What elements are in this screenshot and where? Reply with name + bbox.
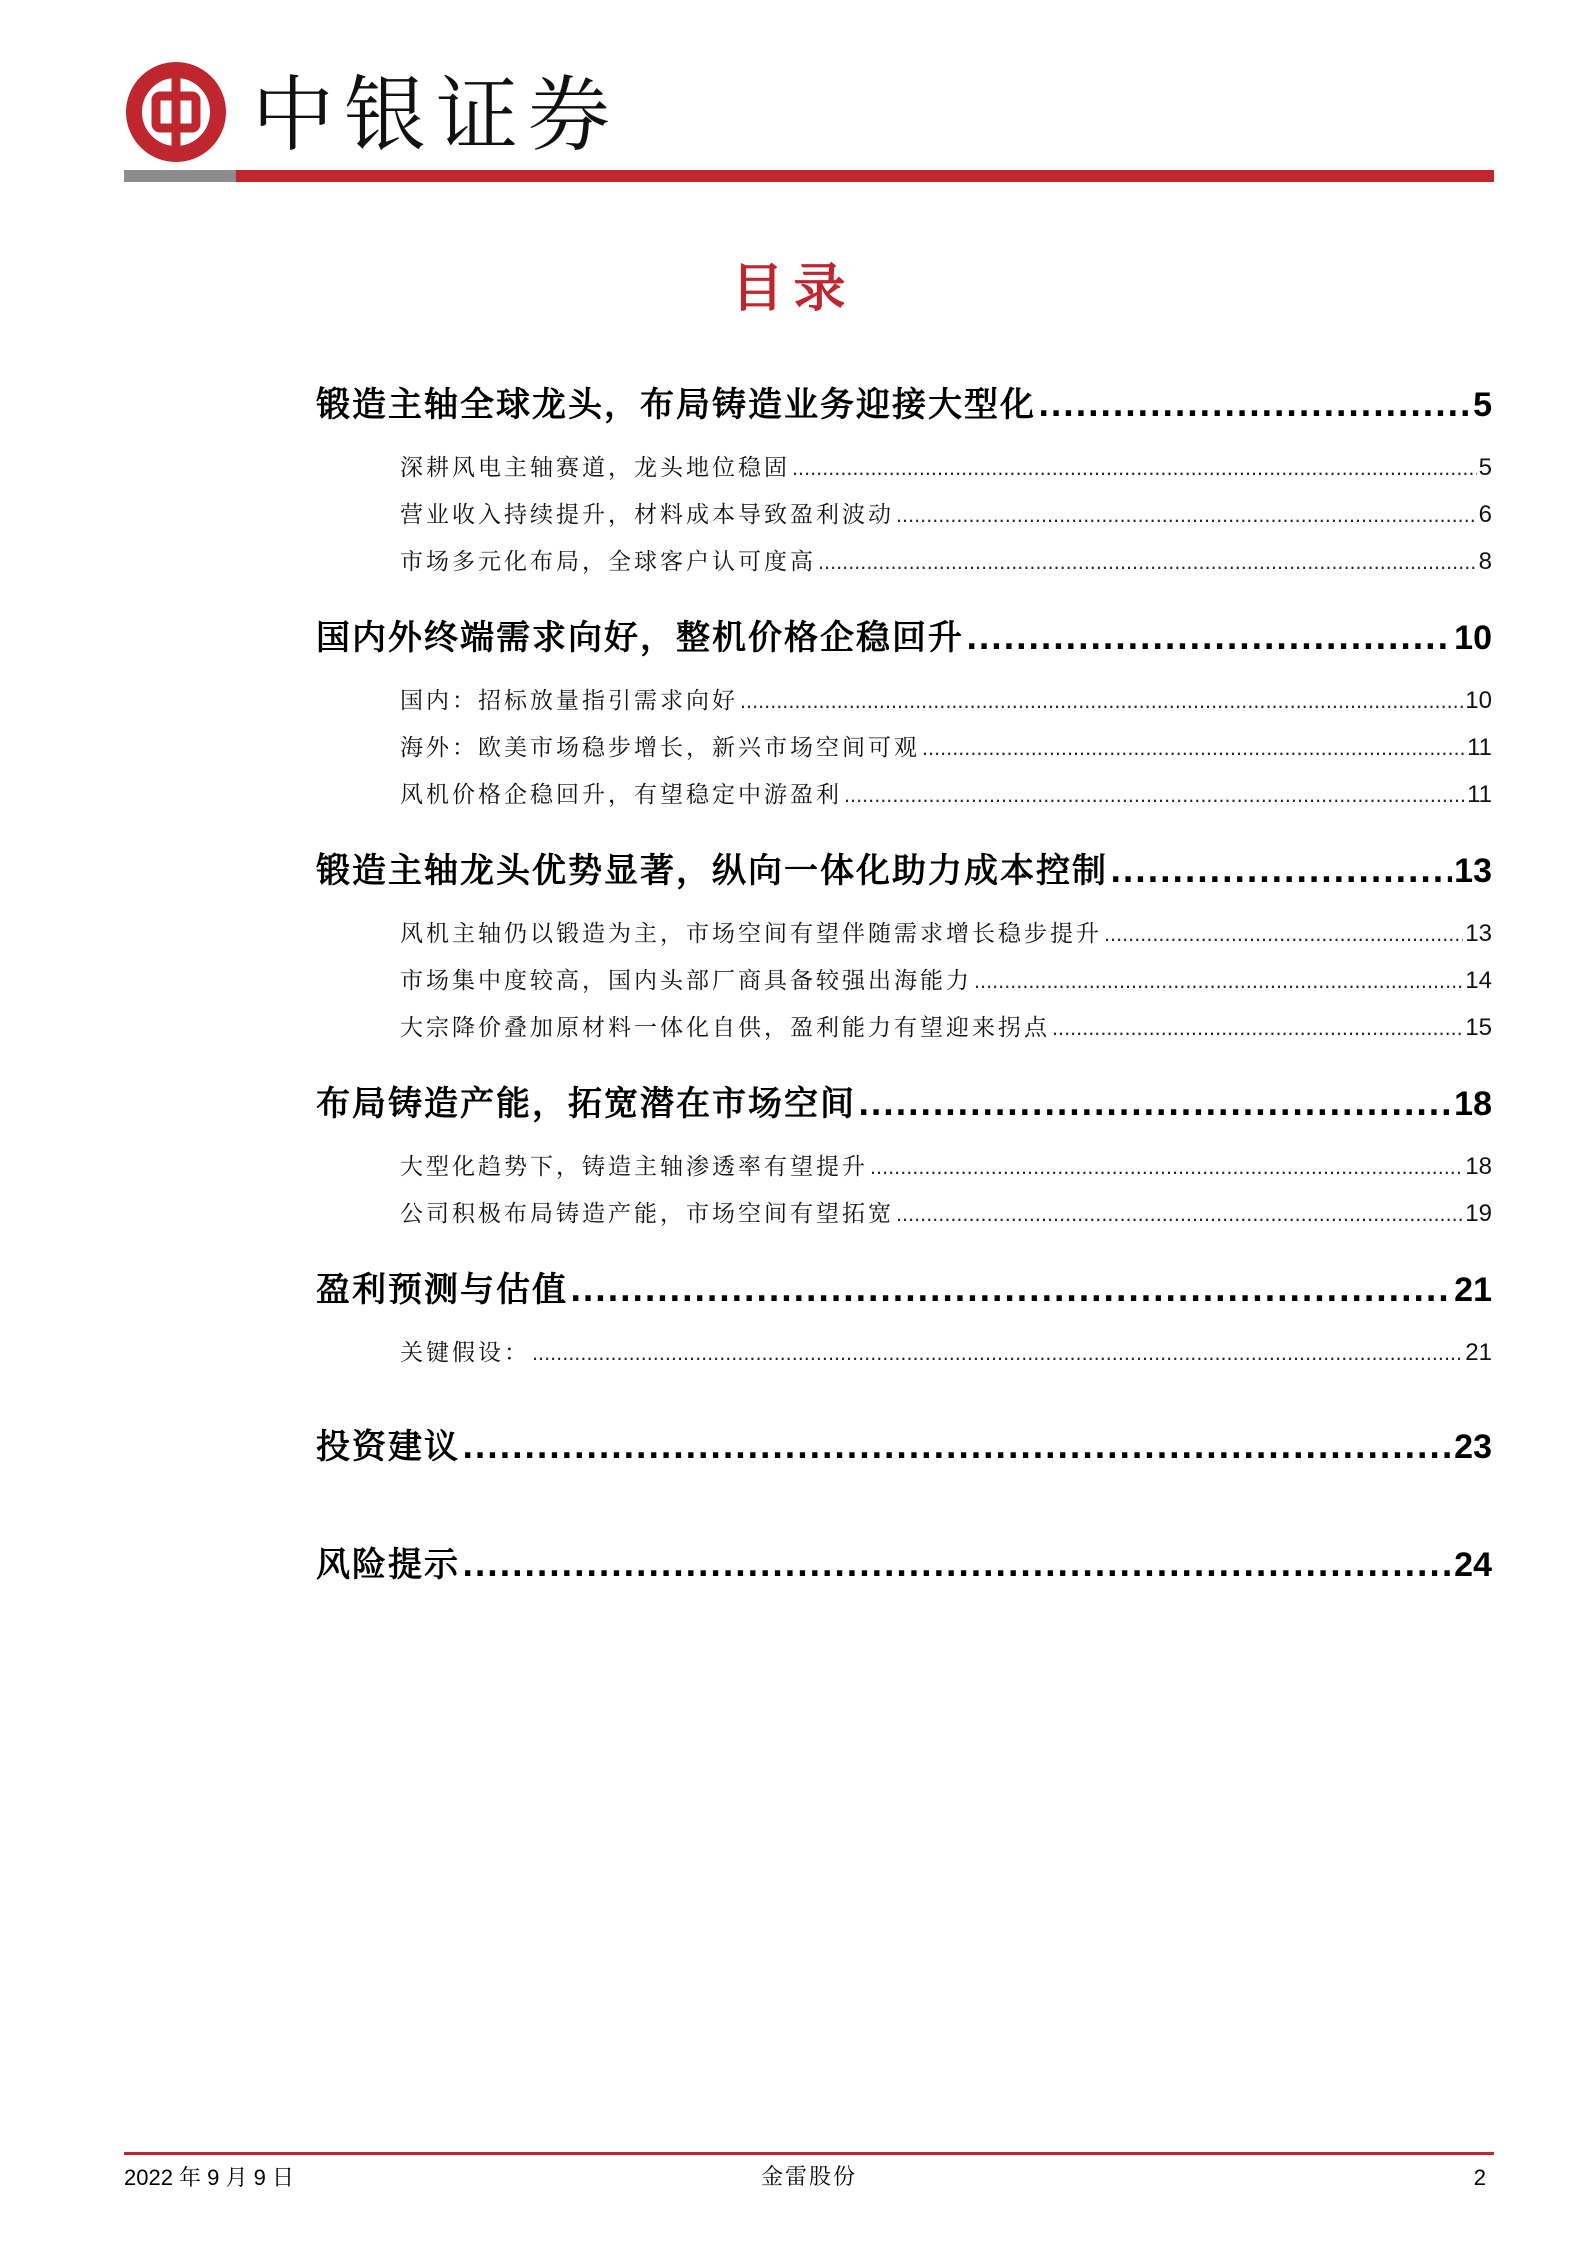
toc-entry-level2[interactable]	[400, 957, 1492, 1004]
toc-entry-level2[interactable]	[400, 677, 1492, 724]
toc-entry-level2[interactable]	[400, 724, 1492, 771]
toc-page-number: 15	[1465, 1014, 1492, 1041]
toc-page-number: 21	[1454, 1271, 1492, 1309]
toc-entry-title: 布局铸造产能，拓宽潜在市场空间	[316, 1084, 856, 1124]
bank-of-china-logo-icon	[124, 60, 228, 164]
toc-subsection-list	[400, 1143, 1492, 1237]
toc-entry-level2[interactable]	[400, 910, 1492, 957]
toc-page-number: 13	[1454, 852, 1492, 890]
toc-entry-title: 海外：欧美市场稳步增长，新兴市场空间可观	[400, 735, 920, 761]
toc-page-number: 6	[1478, 501, 1492, 528]
toc-page-number: 11	[1467, 781, 1492, 808]
toc-entry-title: 市场集中度较高，国内头部厂商具备较强出海能力	[400, 968, 972, 994]
dot-leader	[740, 679, 1463, 726]
toc-page-number: 23	[1454, 1428, 1492, 1466]
dot-leader	[858, 1075, 1452, 1137]
toc-entry-title: 国内外终端需求向好，整机价格企稳回升	[316, 618, 964, 658]
page-header	[124, 60, 1494, 170]
dot-leader	[966, 609, 1452, 671]
toc-entry-title: 风机主轴仍以锻造为主，市场空间有望伴随需求增长稳步提升	[400, 921, 1102, 947]
toc-entry-level2[interactable]	[400, 1004, 1492, 1051]
toc-section	[316, 1073, 1492, 1237]
toc-entry-level1[interactable]	[316, 1073, 1492, 1135]
toc-subsection-list	[400, 1329, 1492, 1376]
dot-leader	[1110, 842, 1452, 904]
toc-page-number: 5	[1473, 386, 1492, 424]
toc-entry-title: 深耕风电主轴赛道，龙头地位稳固	[400, 455, 790, 481]
report-date: 2022 年 9 月 9 日	[124, 2165, 294, 2190]
toc-entry-level2[interactable]	[400, 538, 1492, 585]
toc-entry-title: 风险提示	[316, 1545, 460, 1585]
toc-entry-level2[interactable]	[400, 491, 1492, 538]
toc-page-number: 18	[1454, 1085, 1492, 1123]
dot-leader	[818, 540, 1477, 587]
page-footer	[124, 2160, 1494, 2196]
header-rule-red	[236, 170, 1494, 182]
toc-title: 目录	[731, 259, 856, 319]
toc-section	[316, 840, 1492, 1051]
header-rule-grey	[124, 170, 236, 182]
toc-page-number: 11	[1467, 734, 1492, 761]
toc-entry-level2[interactable]	[400, 1143, 1492, 1190]
toc-entry-title: 投资建议	[316, 1427, 460, 1467]
dot-leader	[1038, 376, 1471, 438]
dot-leader	[922, 726, 1465, 773]
toc-entry-level1[interactable]	[316, 840, 1492, 902]
toc-section	[316, 1259, 1492, 1376]
toc-entry-level1[interactable]	[316, 1259, 1492, 1321]
toc-entry-title: 营业收入持续提升，材料成本导致盈利波动	[400, 502, 894, 528]
toc-entry-level1[interactable]	[316, 374, 1492, 436]
toc-page-number: 19	[1465, 1200, 1492, 1227]
toc-entry-level2[interactable]	[400, 444, 1492, 491]
toc-page-number: 21	[1465, 1339, 1492, 1366]
toc-entry-level1[interactable]	[316, 1416, 1492, 1478]
toc-page-number: 8	[1478, 548, 1492, 575]
page-number: 2	[1473, 2165, 1486, 2190]
dot-leader	[974, 959, 1463, 1006]
brand-name: 中银证券	[252, 68, 621, 163]
toc-page-number: 5	[1478, 454, 1492, 481]
toc-page-number: 10	[1454, 619, 1492, 657]
toc-section	[316, 607, 1492, 818]
toc-entry-title: 市场多元化布局，全球客户认可度高	[400, 549, 816, 575]
toc-entry-title: 风机价格企稳回升，有望稳定中游盈利	[400, 782, 842, 808]
dot-leader	[1104, 912, 1463, 959]
toc-entry-level2[interactable]	[400, 771, 1492, 818]
toc-subsection-list	[400, 677, 1492, 818]
dot-leader	[844, 773, 1465, 820]
toc-section	[316, 1534, 1492, 1596]
toc-entry-title: 锻造主轴龙头优势显著，纵向一体化助力成本控制	[316, 851, 1108, 891]
dot-leader	[792, 446, 1477, 493]
toc-entry-level2[interactable]	[400, 1190, 1492, 1237]
dot-leader	[462, 1418, 1452, 1480]
toc-entry-title: 国内：招标放量指引需求向好	[400, 688, 738, 714]
toc-entry-title: 大型化趋势下，铸造主轴渗透率有望提升	[400, 1154, 868, 1180]
toc-entry-level2[interactable]	[400, 1329, 1492, 1376]
dot-leader	[462, 1536, 1452, 1598]
dot-leader	[896, 1192, 1463, 1239]
toc-page-number: 10	[1465, 687, 1492, 714]
toc-subsection-list	[400, 444, 1492, 585]
toc-entry-title: 公司积极布局铸造产能，市场空间有望拓宽	[400, 1201, 894, 1227]
toc-subsection-list	[400, 910, 1492, 1051]
toc-entry-title: 关键假设：	[400, 1340, 530, 1366]
dot-leader	[870, 1145, 1463, 1192]
toc-entry-title: 盈利预测与估值	[316, 1270, 568, 1310]
table-of-contents	[316, 374, 1492, 1596]
toc-page-number: 13	[1465, 920, 1492, 947]
toc-section	[316, 1416, 1492, 1478]
toc-entry-level1[interactable]	[316, 1534, 1492, 1596]
company-name: 金雷股份	[760, 2165, 857, 2190]
toc-page-number: 18	[1465, 1153, 1492, 1180]
dot-leader	[532, 1331, 1463, 1378]
dot-leader	[896, 493, 1477, 540]
toc-section	[316, 374, 1492, 585]
dot-leader	[1052, 1006, 1463, 1053]
toc-page-number: 24	[1454, 1546, 1492, 1584]
toc-entry-title: 大宗降价叠加原材料一体化自供，盈利能力有望迎来拐点	[400, 1015, 1050, 1041]
toc-page-number: 14	[1465, 967, 1492, 994]
dot-leader	[570, 1261, 1452, 1323]
toc-entry-title: 锻造主轴全球龙头，布局铸造业务迎接大型化	[316, 385, 1036, 425]
toc-entry-level1[interactable]	[316, 607, 1492, 669]
footer-rule	[124, 2152, 1494, 2155]
